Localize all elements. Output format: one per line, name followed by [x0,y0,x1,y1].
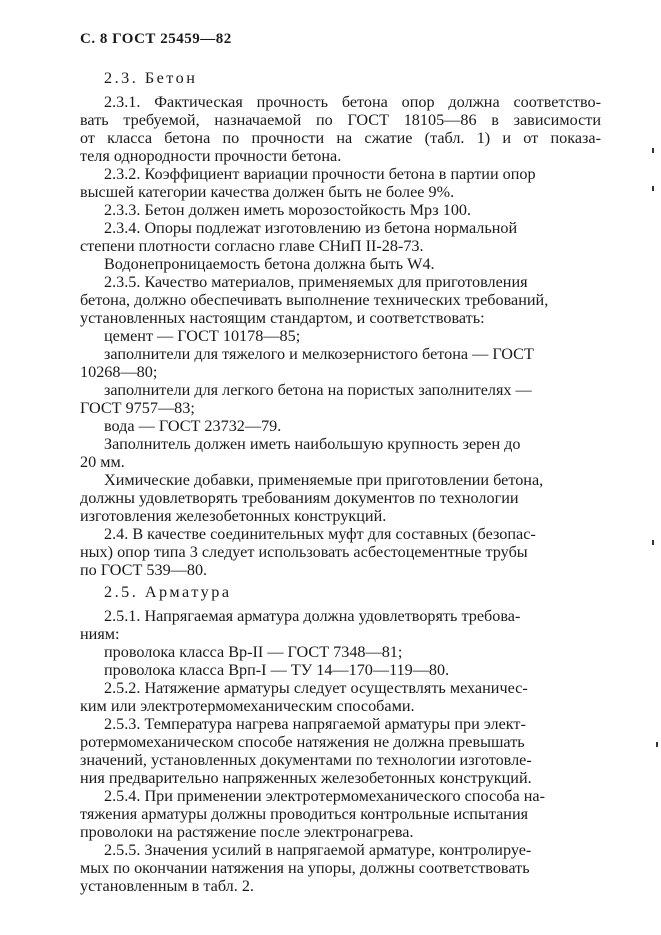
section-2-3-title: 2.3. Бетон [104,69,198,87]
aggregate-light-line-1: заполнители для легкого бетона на пористых заполнителях — [104,381,532,399]
para-2-3-1-line-3: от класса бетона по прочности на сжатие (табл. 1) и от показа- [80,129,601,147]
chem-additives-line-3: изготовления железобетонных конструкций. [80,507,387,525]
margin-tick-mark [652,148,654,153]
para-2-5-1-line-1: 2.5.1. Напрягаемая арматура должна удовлетворять требова- [104,607,521,625]
aggregate-heavy-line-2: 10268—80; [80,363,158,381]
para-2-5-4-line-3: проволоки на растяжение после электронагрева. [80,823,414,841]
para-2-5-4-line-1: 2.5.4. При применении электротермомеханического способа на- [104,787,546,805]
para-2-3-1-line-4: теля однородности прочности бетона. [80,147,342,165]
para-2-3-5-line-1: 2.3.5. Качество материалов, применяемых для приготовления [104,273,528,291]
para-2-3-4-line-2: степени плотности согласно главе СНиП II-28-73. [80,237,424,255]
chem-additives-line-1: Химические добавки, применяемые при приготовлении бетона, [104,471,544,489]
para-2-3-2-line-2: высшей категории качества должен быть не более 9%. [80,183,455,201]
page-header: С. 8 ГОСТ 25459—82 [80,31,232,47]
para-2-4-line-3: по ГОСТ 539—80. [80,561,208,579]
para-2-3-1-line-2: вать требуемой, назначаемой по ГОСТ 18105—86 в зависимости [80,111,601,129]
margin-tick-mark [652,186,654,191]
para-2-5-3-line-2: ротермомеханическом способе натяжения не должна превышать [80,733,525,751]
para-2-5-2-line-2: ким или электротермомеханическим способами. [80,697,415,715]
para-2-3-5-line-3: установленных настоящим стандартом, и соответствовать: [80,309,485,327]
aggregate-heavy-line-1: заполнители для тяжелого и мелкозернистого бетона — ГОСТ [104,345,534,363]
para-2-5-4-line-2: тяжения арматуры должны проводиться контрольные испытания [80,805,529,823]
section-2-5-title: 2.5. Арматура [104,583,232,601]
para-2-5-3-line-1: 2.5.3. Температура нагрева напрягаемой арматуры при элект- [104,715,526,733]
para-2-5-5-line-2: мых по окончании натяжения на упоры, должны соответствовать [80,859,530,877]
water-standard: вода — ГОСТ 23732—79. [104,417,282,435]
margin-tick-mark [656,742,658,747]
para-2-5-5-line-1: 2.5.5. Значения усилий в напрягаемой арматуре, контролируе- [104,841,532,859]
para-2-5-2-line-1: 2.5.2. Натяжение арматуры следует осуществлять механичес- [104,679,528,697]
chem-additives-line-2: должны удовлетворять требованиям документов по технологии [80,489,519,507]
filler-line-2: 20 мм. [80,453,125,471]
water-tightness: Водонепроницаемость бетона должна быть W4. [104,255,435,273]
para-2-3-1-line-1: 2.3.1. Фактическая прочность бетона опор должна соответство- [104,93,601,111]
para-2-5-3-line-3: значений, установленных документами по технологии изготовле- [80,751,532,769]
para-2-4-line-2: ных) опор типа 3 следует использовать асбестоцементные трубы [80,543,528,561]
para-2-3-3: 2.3.3. Бетон должен иметь морозостойкость Мрз 100. [104,201,472,219]
para-2-4-line-1: 2.4. В качестве соединительных муфт для составных (безопас- [104,525,536,543]
para-2-3-4-line-1: 2.3.4. Опоры подлежат изготовлению из бетона нормальной [104,219,518,237]
margin-tick-mark [652,540,654,545]
filler-line-1: Заполнитель должен иметь наибольшую крупность зерен до [104,435,521,453]
wire-class-2: проволока класса Врп-I — ТУ 14—170—119—80. [104,661,450,679]
cement-standard: цемент — ГОСТ 10178—85; [104,327,301,345]
para-2-5-1-line-2: ниям: [80,625,120,643]
para-2-5-3-line-4: ния предварительно напряженных железобетонных конструкций. [80,769,532,787]
para-2-3-2-line-1: 2.3.2. Коэффициент вариации прочности бетона в партии опор [104,165,536,183]
wire-class-1: проволока класса Вр-II — ГОСТ 7348—81; [104,643,403,661]
para-2-5-5-line-3: установленным в табл. 2. [80,877,254,895]
para-2-3-5-line-2: бетона, должно обеспечивать выполнение технических требований, [80,291,549,309]
aggregate-light-line-2: ГОСТ 9757—83; [80,399,195,417]
